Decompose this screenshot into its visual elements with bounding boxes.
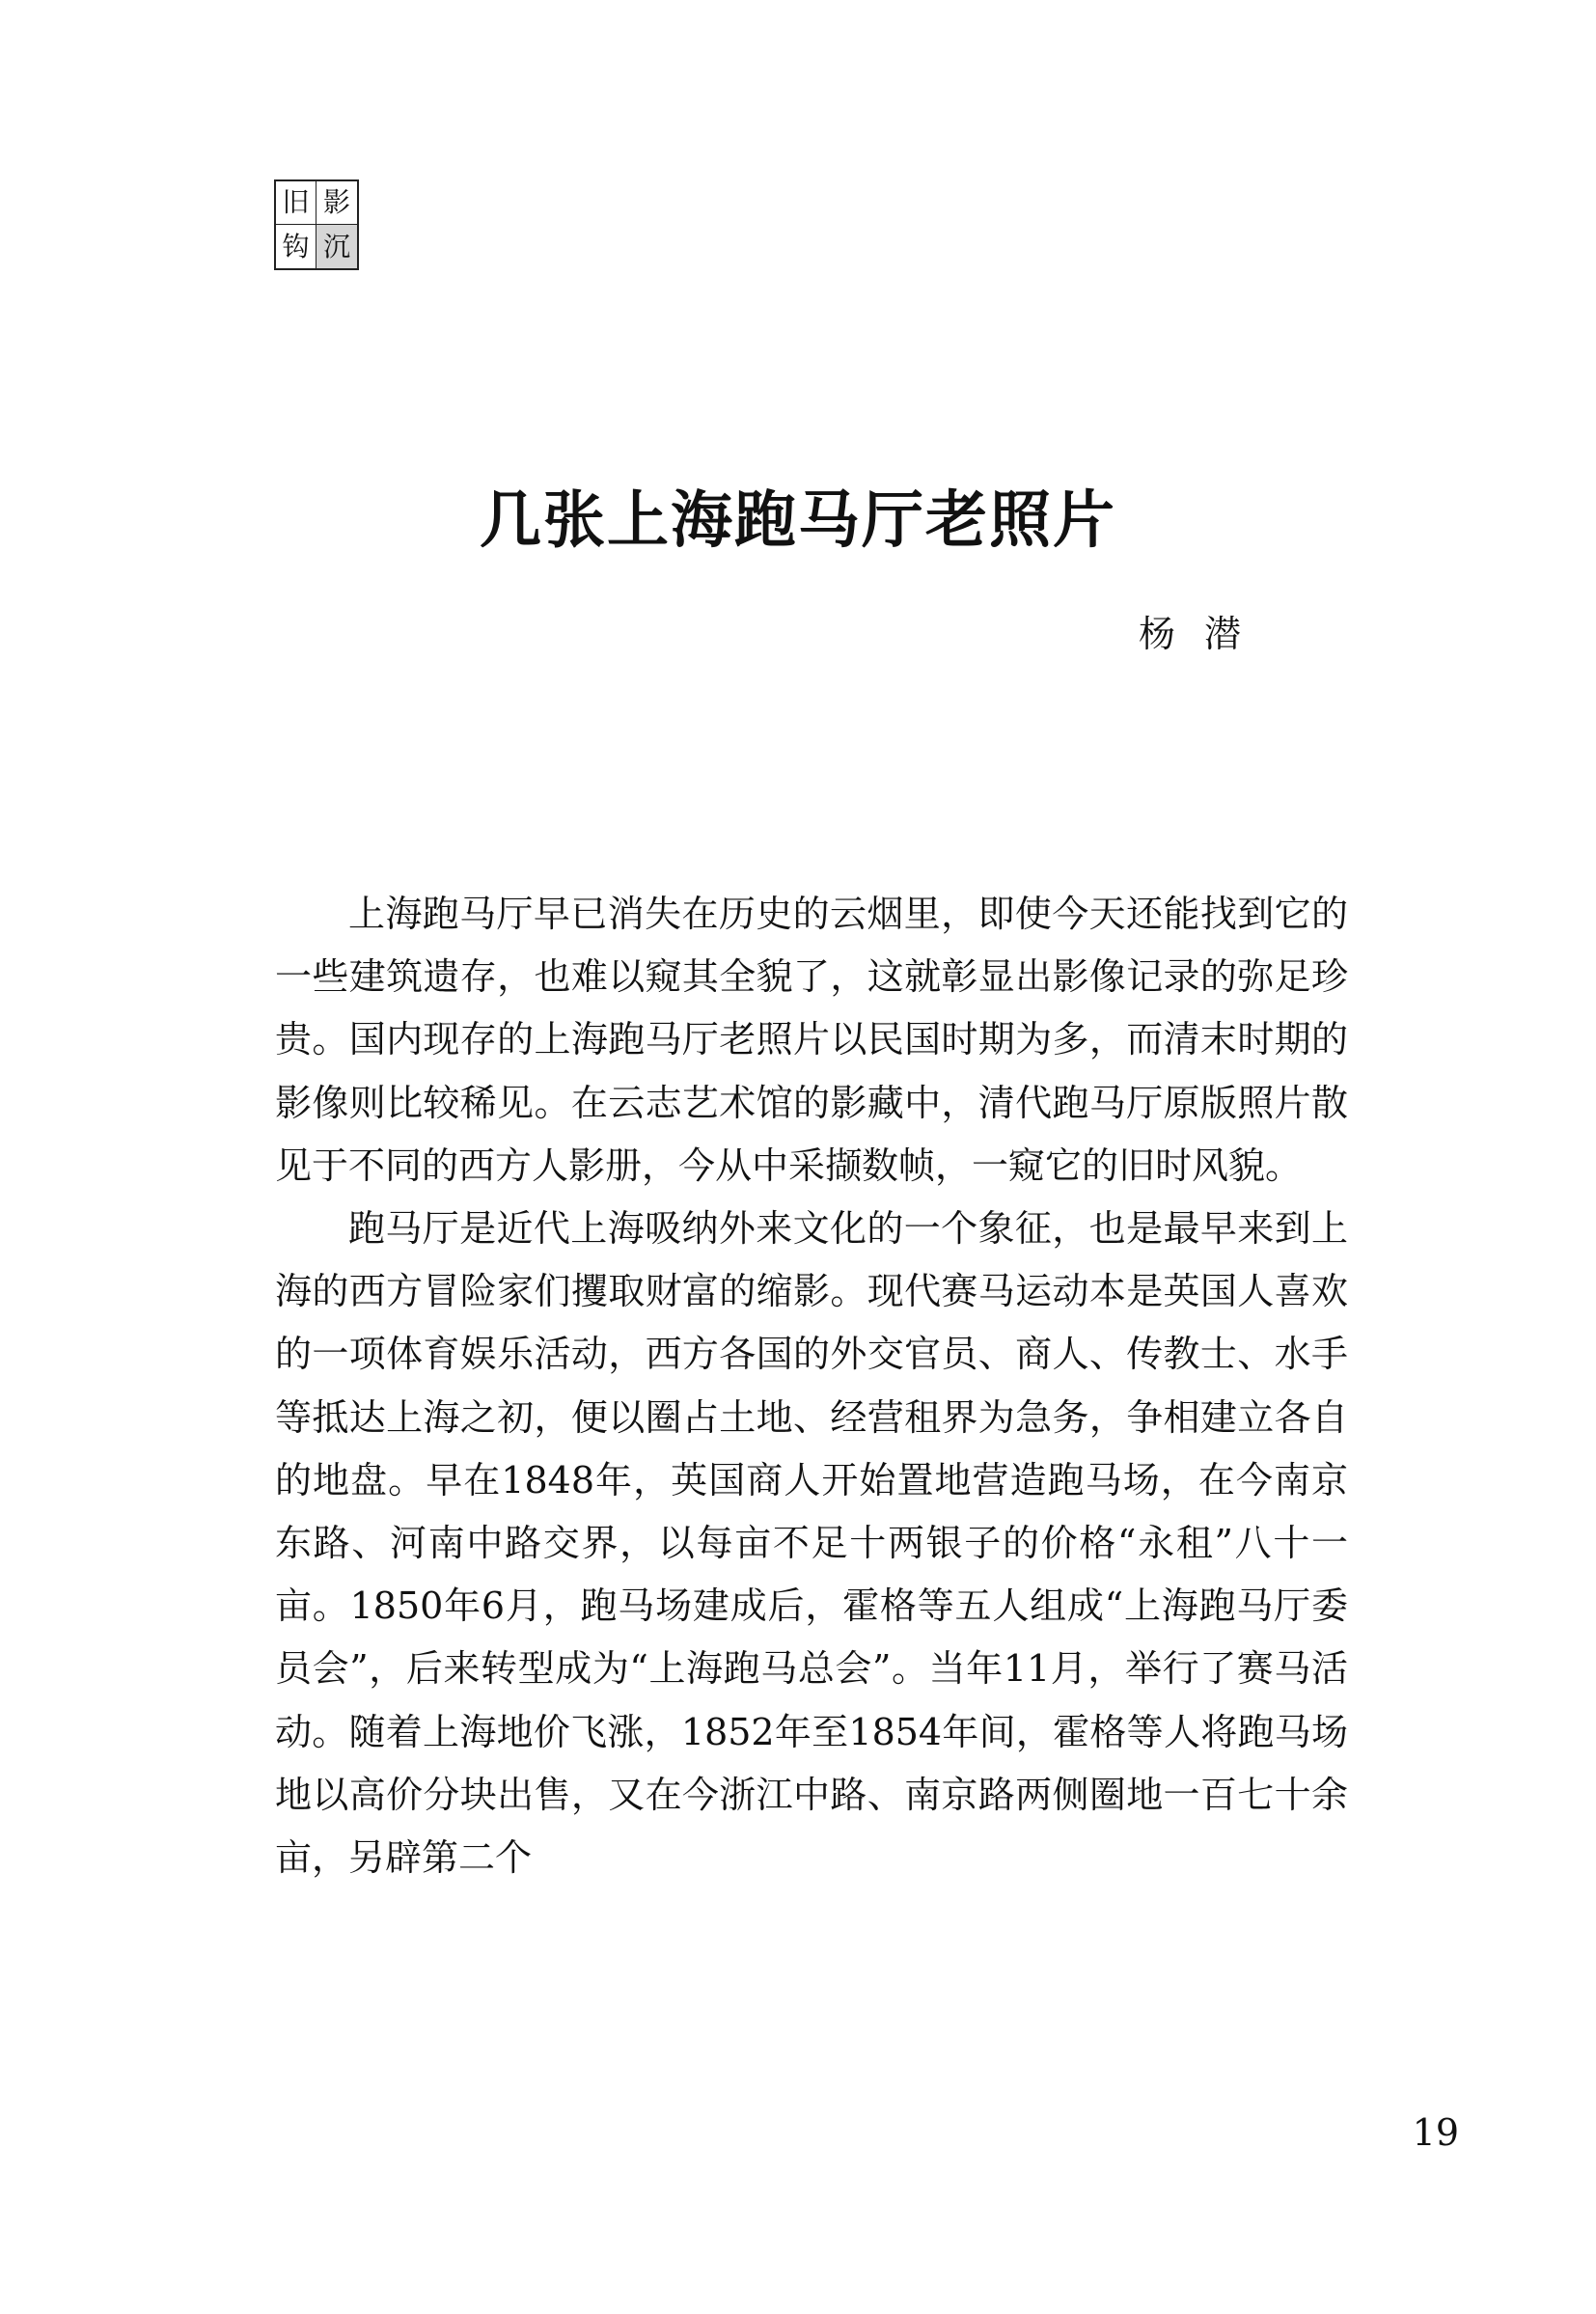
article-title: 几张上海跑马厅老照片 (480, 484, 1116, 557)
article-body (275, 883, 1348, 1889)
body-paragraph: 跑马厅是近代上海吸纳外来文化的一个象征，也是最早来到上海的西方冒险家们攫取财富的缩影。现代赛马运动本是英国人喜欢的一项体育娱乐活动，西方各国的外交官员、商人、传教士、水手等抵达上海之初，便以圈占土地、经营租界为急务，争相建立各自的地盘。早在1848年，英国商人开始置地营造跑马场，在今南京东路、河南中路交界，以每亩不足十两银子的价格“永租”八十一亩。1850年6月，跑马场建成后，霍格等五人组成“上海跑马厅委员会”，后来转型成为“上海跑马总会”。当年11月，举行了赛马活动。随着上海地价飞涨，1852年至1854年间，霍格等人将跑马场地以高价分块出售，又在今浙江中路、南京路两侧圈地一百七十余亩，另辟第二个 (275, 1207, 1348, 1880)
page-number: 19 (1412, 2111, 1459, 2154)
column-logo-cell: 钩 (276, 225, 316, 268)
article-author: 杨潜 (1139, 613, 1271, 655)
column-logo-cell: 旧 (276, 181, 316, 225)
column-logo-cell: 影 (316, 181, 357, 225)
body-paragraph: 上海跑马厅早已消失在历史的云烟里，即使今天还能找到它的一些建筑遗存，也难以窥其全貌了，这就彰显出影像记录的弥足珍贵。国内现存的上海跑马厅老照片以民国时期为多，而清末时期的影像则比较稀见。在云志艺术馆的影藏中，清代跑马厅原版照片散见于不同的西方人影册，今从中采撷数帧，一窥它的旧时风貌。 (275, 893, 1348, 1187)
column-logo (274, 179, 359, 270)
column-logo-cell: 沉 (316, 225, 357, 268)
